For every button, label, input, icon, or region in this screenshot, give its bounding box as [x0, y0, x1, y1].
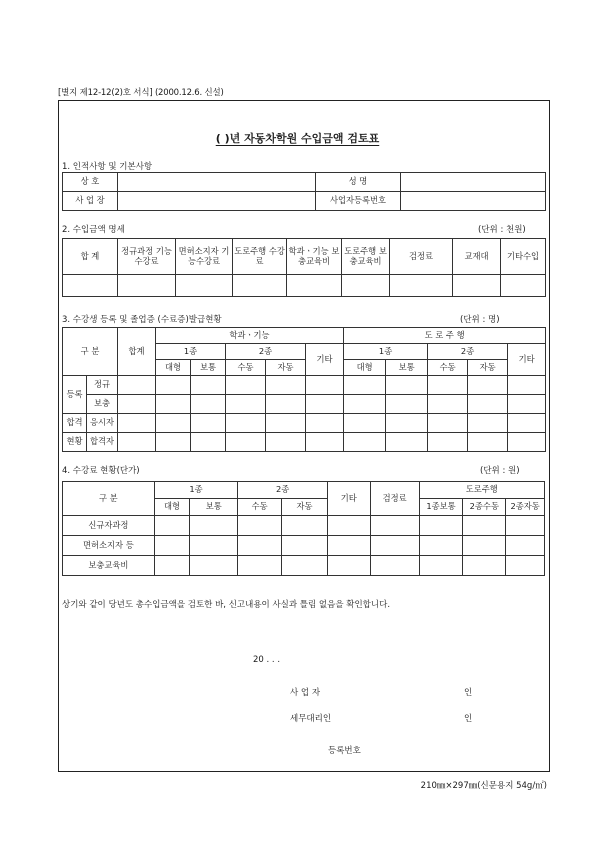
- enroll-cell[interactable]: [191, 395, 226, 414]
- revenue-table: [62, 238, 546, 297]
- enroll-division-header: 구 분: [63, 328, 118, 376]
- company-label: 상 호: [63, 173, 118, 192]
- enroll-cell[interactable]: [344, 433, 386, 452]
- date-line: 20 . . .: [253, 655, 281, 665]
- fee-road-2manual: 2종수동: [463, 499, 506, 516]
- fee-cell[interactable]: [327, 556, 370, 576]
- business-owner-label: 사 업 자: [290, 688, 321, 698]
- bizno-label: 사업자등록번호: [316, 192, 401, 211]
- revenue-cell[interactable]: [176, 275, 233, 297]
- enroll-a-other: 기타: [306, 344, 344, 376]
- enroll-cell[interactable]: [156, 414, 191, 433]
- enroll-reg-label: 등록: [63, 376, 87, 414]
- revenue-cell[interactable]: [287, 275, 342, 297]
- fee-division-header: 구 분: [63, 482, 155, 516]
- enroll-a-normal: 보통: [191, 360, 226, 376]
- fee-cell[interactable]: [238, 556, 282, 576]
- enroll-cell[interactable]: [118, 395, 156, 414]
- enroll-pass-label: 합격: [63, 414, 87, 433]
- enroll-cell[interactable]: [266, 395, 306, 414]
- form-title: [0, 130, 595, 146]
- owner-label: 성 명: [316, 173, 401, 192]
- enroll-cell[interactable]: [118, 376, 156, 395]
- enroll-a-class1: 1종: [156, 344, 226, 360]
- fee-cell[interactable]: [506, 516, 545, 536]
- revenue-header-supplement: 학과ㆍ기능 보충교육비: [287, 239, 342, 275]
- enroll-cell[interactable]: [226, 414, 266, 433]
- enroll-cell[interactable]: [306, 395, 344, 414]
- enroll-group-b-header: 도 로 주 행: [344, 328, 546, 344]
- fee-cell[interactable]: [419, 536, 463, 556]
- fee-cell[interactable]: [154, 516, 190, 536]
- section2-unit: (단위 : 천원): [478, 225, 526, 235]
- enroll-a-manual: 수동: [226, 360, 266, 376]
- revenue-cell[interactable]: [501, 275, 546, 297]
- fee-cell[interactable]: [463, 536, 506, 556]
- enroll-b-class1: 1종: [344, 344, 428, 360]
- form-title-text: ( )년 자동차학원 수입금액 검토표: [215, 132, 380, 145]
- enroll-cell[interactable]: [191, 376, 226, 395]
- fee-other: 기타: [327, 482, 370, 516]
- enroll-cell[interactable]: [266, 376, 306, 395]
- enroll-b-large: 대형: [344, 360, 386, 376]
- revenue-header-licensed: 면허소지자 기능수강료: [176, 239, 233, 275]
- enroll-a-auto: 자동: [266, 360, 306, 376]
- fee-table: [62, 481, 545, 576]
- section3-unit: (단위 : 명): [460, 315, 500, 325]
- fee-cell[interactable]: [282, 556, 328, 576]
- fee-cell[interactable]: [506, 556, 545, 576]
- enroll-cell[interactable]: [306, 376, 344, 395]
- fee-road-2auto: 2종자동: [506, 499, 545, 516]
- enroll-cell[interactable]: [386, 414, 428, 433]
- revenue-cell[interactable]: [233, 275, 287, 297]
- enroll-cell[interactable]: [306, 414, 344, 433]
- enroll-cell[interactable]: [156, 376, 191, 395]
- revenue-cell[interactable]: [453, 275, 501, 297]
- fee-class2: 2종: [238, 482, 328, 499]
- revenue-header-road-supplement: 도로주행 보충교육비: [342, 239, 390, 275]
- fee-cell[interactable]: [282, 536, 328, 556]
- enroll-b-manual: 수동: [428, 360, 468, 376]
- enroll-cell[interactable]: [191, 433, 226, 452]
- enroll-cell[interactable]: [386, 376, 428, 395]
- enroll-cell[interactable]: [226, 433, 266, 452]
- enroll-cell[interactable]: [386, 395, 428, 414]
- registration-number-label: 등록번호: [328, 746, 361, 756]
- tax-agent-seal[interactable]: 인: [464, 714, 473, 724]
- fee-cell[interactable]: [154, 536, 190, 556]
- enroll-group-a-header: 학과ㆍ기능: [156, 328, 344, 344]
- revenue-header-textbook: 교재대: [453, 239, 501, 275]
- fee-cell[interactable]: [506, 536, 545, 556]
- enroll-b-normal: 보통: [386, 360, 428, 376]
- enroll-b-class2: 2종: [428, 344, 508, 360]
- fee-row-new: 신규자과정: [63, 516, 155, 536]
- fee-cell[interactable]: [419, 556, 463, 576]
- fee-cell[interactable]: [190, 556, 238, 576]
- tax-agent-label: 세무대리인: [290, 714, 332, 724]
- enroll-row-regular: 정규: [87, 376, 118, 395]
- fee-cell[interactable]: [282, 516, 328, 536]
- company-field[interactable]: [118, 173, 316, 192]
- section4-unit: (단위 : 원): [480, 466, 520, 476]
- revenue-header-exam: 검정료: [390, 239, 453, 275]
- fee-cell[interactable]: [370, 556, 419, 576]
- fee-manual: 수동: [238, 499, 282, 516]
- enroll-cell[interactable]: [468, 395, 508, 414]
- enroll-row-supplement: 보충: [87, 395, 118, 414]
- fee-cell[interactable]: [238, 536, 282, 556]
- section1-heading: 1. 인적사항 및 기본사항: [62, 162, 153, 172]
- fee-cell[interactable]: [370, 516, 419, 536]
- enroll-cell[interactable]: [191, 414, 226, 433]
- enroll-cell[interactable]: [428, 376, 468, 395]
- revenue-cell[interactable]: [342, 275, 390, 297]
- site-label: 사 업 장: [63, 192, 118, 211]
- enroll-cell[interactable]: [508, 433, 546, 452]
- fee-cell[interactable]: [190, 536, 238, 556]
- fee-exam: 검정료: [370, 482, 419, 516]
- enroll-b-auto: 자동: [468, 360, 508, 376]
- fee-cell[interactable]: [463, 516, 506, 536]
- enroll-cell[interactable]: [468, 376, 508, 395]
- fee-auto: 자동: [282, 499, 328, 516]
- fee-cell[interactable]: [238, 516, 282, 536]
- enroll-a-class2: 2종: [226, 344, 306, 360]
- fee-cell[interactable]: [370, 536, 419, 556]
- revenue-header-regular: 정규과정 기능수강료: [118, 239, 176, 275]
- owner-field[interactable]: [401, 173, 546, 192]
- enroll-cell[interactable]: [428, 414, 468, 433]
- revenue-header-road: 도로주행 수강료: [233, 239, 287, 275]
- revenue-cell[interactable]: [390, 275, 453, 297]
- enroll-cell[interactable]: [344, 414, 386, 433]
- enroll-cell[interactable]: [468, 433, 508, 452]
- section2-heading: 2. 수입금액 명세: [62, 225, 125, 235]
- enroll-cell[interactable]: [306, 433, 344, 452]
- bizno-field[interactable]: [401, 192, 546, 211]
- fee-cell[interactable]: [327, 516, 370, 536]
- fee-cell[interactable]: [463, 556, 506, 576]
- fee-road-1normal: 1종보통: [419, 499, 463, 516]
- fee-normal: 보통: [190, 499, 238, 516]
- enroll-row-applicants: 응시자: [87, 414, 118, 433]
- fee-cell[interactable]: [419, 516, 463, 536]
- enroll-cell[interactable]: [156, 433, 191, 452]
- site-field[interactable]: [118, 192, 316, 211]
- revenue-cell[interactable]: [118, 275, 176, 297]
- enroll-cell[interactable]: [344, 376, 386, 395]
- enroll-cell[interactable]: [118, 433, 156, 452]
- paper-spec: 210㎜×297㎜(신문용지 54g/㎡): [420, 781, 547, 791]
- fee-large: 대형: [154, 499, 190, 516]
- enroll-cell[interactable]: [508, 414, 546, 433]
- enroll-cell[interactable]: [428, 395, 468, 414]
- business-owner-seal[interactable]: 인: [464, 688, 473, 698]
- enroll-cell[interactable]: [508, 376, 546, 395]
- enroll-cell[interactable]: [156, 395, 191, 414]
- revenue-header-total: 합 계: [63, 239, 118, 275]
- revenue-cell[interactable]: [63, 275, 118, 297]
- revenue-header-other: 기타수입: [501, 239, 546, 275]
- enroll-cell[interactable]: [508, 395, 546, 414]
- fee-cell[interactable]: [327, 536, 370, 556]
- enroll-a-large: 대형: [156, 360, 191, 376]
- enrollment-table: [62, 327, 546, 452]
- enroll-cell[interactable]: [386, 433, 428, 452]
- enroll-b-other: 기타: [508, 344, 546, 376]
- enroll-cell[interactable]: [226, 395, 266, 414]
- declaration-text: 상기와 같이 당년도 총수입금액을 검토한 바, 신고내용이 사실과 틀림 없음을 확인합니다.: [62, 600, 391, 610]
- fee-cell[interactable]: [190, 516, 238, 536]
- section4-heading: 4. 수강료 현황(단가): [62, 466, 140, 476]
- enroll-cell[interactable]: [226, 376, 266, 395]
- enroll-cell[interactable]: [344, 395, 386, 414]
- enroll-cell[interactable]: [428, 433, 468, 452]
- enroll-cell[interactable]: [266, 433, 306, 452]
- enroll-cell[interactable]: [118, 414, 156, 433]
- enroll-status-label: 현황: [63, 433, 87, 452]
- basic-info-table: [62, 172, 546, 211]
- fee-cell[interactable]: [154, 556, 190, 576]
- fee-road: 도로주행: [419, 482, 544, 499]
- fee-class1: 1종: [154, 482, 238, 499]
- enroll-row-passers: 합격자: [87, 433, 118, 452]
- enroll-total-header: 합계: [118, 328, 156, 376]
- section3-heading: 3. 수강생 등록 및 졸업증 (수료증)발급현황: [62, 315, 222, 325]
- enroll-cell[interactable]: [468, 414, 508, 433]
- fee-row-supplement: 보충교육비: [63, 556, 155, 576]
- fee-row-licensed: 면허소지자 등: [63, 536, 155, 556]
- enroll-cell[interactable]: [266, 414, 306, 433]
- form-reference: [별지 제12-12(2)호 서식] (2000.12.6. 신설): [58, 88, 224, 98]
